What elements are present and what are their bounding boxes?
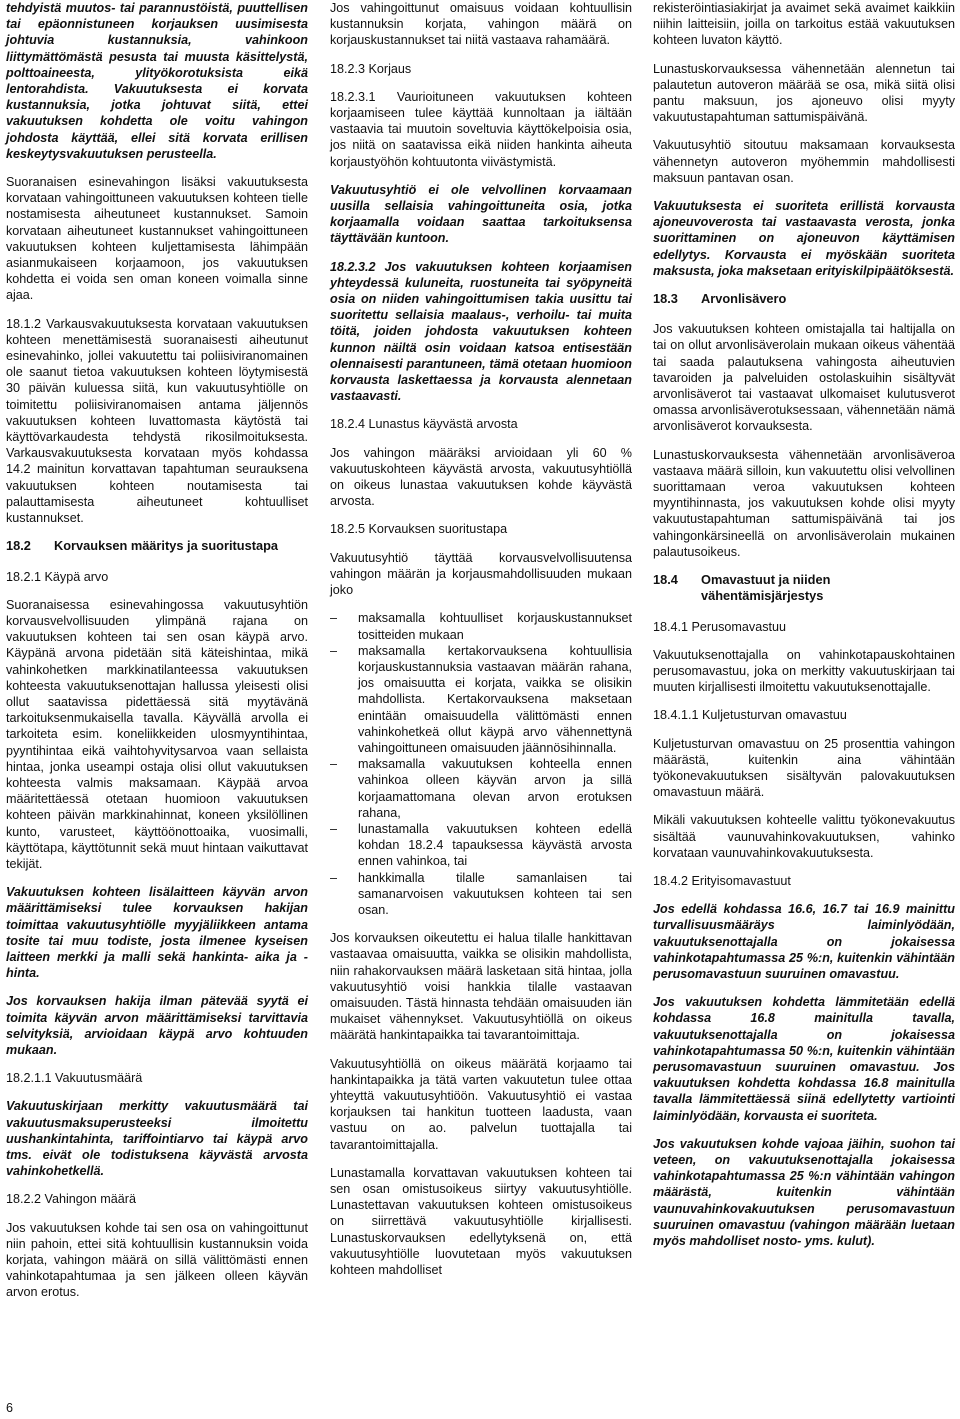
text-column-2 <box>330 0 632 1290</box>
subsection-title: 18.2.1 Käypä arvo <box>6 569 109 584</box>
paragraph: Vakuutusyhtiö täyttää korvausvelvollisuutensa vahingon määrän ja korjausmahdollisuuden mukaan joko <box>330 550 632 598</box>
paragraph: Vakuutusyhtiö sitoutuu maksamaan korvauksesta vähennetyn autoveron myöhemmin mahdollisesti maksuun pantavan osan. <box>653 138 955 185</box>
paragraph: Vakuutusyhtiöllä on oikeus määrätä korjaamo tai hankintapaikka ja tätä varten vakuutetun tulee ottaa yhteyttä vakuutusyhtiöön. Vakuutusyhtiö ei vastaa korjauksen tai hankitun tuotteen laadusta, vaan vastuu on ao. palvelun tuottajalla tai tavarantoimittajalla. <box>330 1056 632 1152</box>
paragraph: Suoranaisen esinevahingon lisäksi vakuutuksesta korvataan vahingoittuneen vakuutuksen kohteen tielle nostamisesta aiheutuneet kustannukset. Samoin korvataan aiheutuneet kustannukset vahingoittuneen vakuutuksen kohteen kuljettamisesta lähimpään asianmukaiseen korjaamoon, jos vakuutuksen kohdetta ei voida sen oman koneen voimalla sinne ajaa. <box>6 175 308 303</box>
paragraph: Suoranaisessa esinevahingossa vakuutusyhtiön korvausvelvollisuuden ylimpänä rajana on vakuutuksen kohteen tai sen osan käypä arvo. Käypänä arvona pidetään sitä käteishintaa, mikä vahinkohetken markkinatilanteessa vakuutuksen kohteesta vakuutuksenottajan hallussa yleisesti olisi ollut saatavissa pidettäessä sitä myytävänä tarkoituksenmukaisella tavalla. Käyvällä arvolla ei tarkoiteta esim. koneliikkeiden ulosmyyntihintaa, pyyntihintaa eikä vaihtohyvitysarvoa vaan sellaista hintaa, jonka useampi ostaja olisi ollut vakuutuksen kohteesta valmis maksamaan. Käypää arvoa määritettäessä otetaan huomioon vakuutuksen kohteen päivän markkinahinnat, koneen yksilöllinen kunto, varusteet, käyttöönottoaika, vuosimalli, käyttötapa, käyttötunnit sekä muut hintaan vaikuttavat tekijät. <box>6 597 308 871</box>
text-column-1 <box>6 0 308 1313</box>
paragraph: Jos vakuutuksen kohteen omistajalla tai haltijalla on tai on ollut arvonlisäverolain mukaan oikeus vähentää tai saada palautuksena vahingosta aiheutuvien tavaroiden ja palveluiden ostolaskuihin sisältyvät arvonlisäverot tai vastaavat ulkomaiset kulutusverot omassa arvonlisäverotuksessaan, vähennetään nämä arvonlisäverot korvauksesta. <box>653 322 955 434</box>
list-item: – maksamalla kertakorvauksena kohtuullisia korjauskustannuksia vastaavan määrän rahana, jos omaisuutta ei korjata, vaikka se olisikin mahdollista. Kertakorvauksena maksetaan enintään omaisuudella välittömästi ennen vahinkohetkeä ollut käypä arvo vähennettynä vahingoittuneen omaisuuden jäännösihinnalla. <box>330 643 632 756</box>
emphasized-paragraph: Jos korvauksen hakija ilman pätevää syytä ei toimita käyvän arvon määrittämiseksi tarvittavia selvityksiä, arvioidaan käypä arvo kohtuuden mukaan. <box>6 994 308 1057</box>
section-title: Omavastuut ja niiden vähentämisjärjestys <box>701 572 831 604</box>
paragraph: 18.1.2 Varkausvakuutuksesta korvataan vakuutuksen kohteen menettämisestä suoranaisesti aiheutunut esinevahinko, jollei vakuutettu tai poliisiviranomainen ole saanut tietoa vakuutuksen kohteen löytymisestä 30 päivän kuluessa siitä, kun vakuutusyhtiölle on toimitettu poliisiviranomaisen antama jäljennös vakuutuksen kohteen luvattomasta käytöstä tai käyttövarkaudesta tehdystä rikosilmoituksesta. Varkausvakuutuksesta korvataan myös kohdassa 14.2 mainitun korvattavan tapahtuman seurauksena vakuutuksen kohteen noutamisesta tai palauttamisesta aiheutuneet kohtuulliset kustannukset. <box>6 316 308 526</box>
paragraph: 18.2.3.1 Vaurioituneen vakuutuksen kohteen korjaamiseen tulee käyttää kunnoltaan ja iältään vastaavia tai muutoin soveltuvia käyttökelpoisia osia, jos niitä on saatavissa eikä niiden hankinta aiheuta korjaustyöhön kohtuutonta viivästymistä. <box>330 89 632 169</box>
section-heading <box>653 572 955 604</box>
subsection-title: 18.4.1.1 Kuljetusturvan omavastuu <box>653 708 847 723</box>
emphasized-paragraph: Vakuutuksen kohteen lisälaitteen käyvän arvon määrittämiseksi tulee korvauksen hakijan toimittaa vakuutusyhtiölle myyjäliikkeen antama tosite tai muu todiste, josta ilmenee kyseisen laitteen merkki ja malli sekä hankinta- aika ja -hinta. <box>6 885 308 981</box>
paragraph: Vakuutuksenottajalla on vahinkotapauskohtainen perusomavastuu, joka on merkitty vakuutuskirjaan tai muuten kirjallisesti ilmoitettu vakuutuksenottajalle. <box>653 647 955 695</box>
paragraph: rekisteröintiasiakirjat ja avaimet sekä avaimet kaikkiin niihin laitteisiin, joilla on tarkoitus estää vakuutuksen kohteen luvaton käyttö. <box>653 1 955 48</box>
paragraph: Kuljetusturvan omavastuu on 25 prosenttia vahingon määrästä, kuitenkin aina vähintään työkonevakuutuksen sisältyvän palovakuutuksen omavastuun määrä. <box>653 736 955 800</box>
emphasized-paragraph: Jos edellä kohdassa 16.6, 16.7 tai 16.9 mainittu turvallisuusmääräys laiminlyödään, vakuutuksenottajalla on jokaisessa vahinkotapahtumassa 25 %:n, kuitenkin vähintään perusomavastuun suuruinen omavastuu. <box>653 902 955 981</box>
paragraph: Mikäli vakuutuksen kohteelle valittu työkonevakuutus sisältää vaunuvahinkovakuutuksen, vahinko korvataan vaunuvahinkovakuutuksesta. <box>653 813 955 860</box>
subsection-title: 18.2.2 Vahingon määrä <box>6 1192 136 1207</box>
section-title: Arvonlisävero <box>701 291 787 307</box>
dash-list <box>330 610 632 918</box>
list-item: – maksamalla vakuutuksen kohteella ennen vahinkoa olleen käyvän arvon ja sillä korjaamattomana olevan arvon erotuksen rahana, <box>330 756 632 821</box>
emphasized-paragraph: Vakuutuskirjaan merkitty vakuutusmäärä tai vakuutusmaksuperusteeksi ilmoitettu uushankintahinta, tariffointiarvo tai käypä arvo tms. eivät ole todistuksena käyvästä arvosta vahinkohetkellä. <box>6 1099 308 1179</box>
emphasized-paragraph: Vakuutuksesta ei suoriteta erillistä korvausta ajoneuvoverosta tai vastaavasta verosta, jonka suorittaminen on ajoneuvon käyttämisen edellytys. Korvausta ei myöskään suoriteta maksusta, joka maksetaan erityiskilpipäätöksestä. <box>653 199 955 278</box>
subsection-title: 18.2.1.1 Vakuutusmäärä <box>6 1071 143 1086</box>
section-title: Korvauksen määritys ja suoritustapa <box>54 538 279 554</box>
paragraph: Lunastamalla korvattavan vakuutuksen kohteen tai sen osan omistusoikeus siirtyy vakuutusyhtiölle. Lunastettavan vakuutuksen kohteen omistusoikeus on siirrettävä vakuutusyhtiölle kirjallisesti. Lunastuskorvauksen edellytyksenä on, että vakuutusyhtiölle luovutetaan myös vakuutuksen kohteen mahdolliset <box>330 1165 632 1278</box>
paragraph: Lunastuskorvauksesta vähennetään arvonlisäveroa vastaava määrä silloin, kun vakuutettu olisi velvollinen suorittamaan veroa vakuutuksen kohteen myyntihinnasta, jos vakuutuksen kohde olisi myyty vakuutustapahtuman sattumispäivänä tai jos vahingonkärsineellä on arvonlisäverolain mukainen palautusoikeus. <box>653 447 955 559</box>
paragraph: Jos vakuutuksen kohde tai sen osa on vahingoittunut niin pahoin, ettei sitä kohtuullisin kustannuksin voida korjata, vahingon määrä on sillä välittömästi ennen vahinkotapahtumaa ja sen jälkeen olleen käyvän arvon erotus. <box>6 1220 308 1300</box>
subsection-title: 18.4.2 Erityisomavastuut <box>653 873 791 888</box>
paragraph: Jos vahingoittunut omaisuus voidaan kohtuullisin kustannuksin korjata, vahingon määrä on korjauskustannukset tai niitä vastaava rahamäärä. <box>330 1 632 48</box>
list-item: – hankkimalla tilalle samanlaisen tai samanarvoisen vakuutuksen kohteen tai sen osan. <box>330 870 632 919</box>
emphasized-paragraph: Vakuutusyhtiö ei ole velvollinen korvaamaan uusilla sellaisia vahingoittuneita osia, jotka korjaamalla voidaan saattaa tarkoituksensa täyttävään kuntoon. <box>330 182 632 246</box>
list-item: – lunastamalla vakuutuksen kohteen edellä kohdan 18.2.4 tapauksessa käyvästä arvosta ennen vahinkoa, tai <box>330 821 632 870</box>
subsection-title: 18.4.1 Perusomavastuu <box>653 619 787 634</box>
emphasized-paragraph: 18.2.3.2 Jos vakuutuksen kohteen korjaamisen yhteydessä kuluneita, ruostuneita tai syöpyneitä osia on niiden vahingoittumisen takia uusittu tai suoritettu sellaisia maalaus-, verhoilu- tai muita töitä, joiden johdosta vakuutuksen kohteen kunnon näiltä osin voidaan katsoa entisestään olennaisesti parantuneen, tämä otetaan huomioon korvausta laskettaessa ja korvausta alennetaan vastaavasti. <box>330 259 632 404</box>
paragraph: Jos korvauksen oikeutettu ei halua tilalle hankittavan vastaavaa omaisuutta, vaikka se olisikin mahdollista, niin rahakorvauksen määrä lasketaan sitä hintaa, jolla vakuutusyhtiö voisi hankkia tilalle vastaavan omaisuuden. Tästä hinnasta tehdään omaisuuden iän mukaiset vähennykset. Vakuutusyhtiöllä on oikeus määrätä hankintapaikka tai tavarantoimittaja. <box>330 931 632 1043</box>
section-number: 18.3 <box>653 291 678 307</box>
section-number: 18.2 <box>6 538 31 554</box>
paragraph: Lunastuskorvauksessa vähennetään alennetun tai palautetun autoveron määrää se osa, mikä siitä olisi pantu maksuun, jos ajoneuvo olisi myyty vakuutustapahtuman sattumispäivänä. <box>653 61 955 125</box>
emphasized-paragraph: tehdyistä muutos- tai parannustöistä, puuttellisen tai epäonnistuneen korjauksen uusimisesta johtuvia kustannuksia, vahinkoon liittymättömästä pesusta tai muusta käsittelystä, polttoaineesta, ylityökorotuksista eikä lentorahdista. Vakuutuksesta ei korvata kustannuksia, jotka johtuvat siitä, ettei vakuutuksen kohdetta ole voitu vahingon johdosta käyttää, ellei sitä korvata erillisen keskeytysvakuutuksen perusteella. <box>6 1 308 161</box>
section-heading <box>6 538 308 554</box>
subsection-title: 18.2.5 Korvauksen suoritustapa <box>330 522 508 537</box>
emphasized-paragraph: Jos vakuutuksen kohdetta lämmitetään edellä kohdassa 16.8 mainitulla tavalla, vakuutuksenottajalla on jokaisessa vahinkotapahtumassa 50 %:n, kuitenkin vähintään perusomavastuun suuruinen omavastuu. Jos vakuutuksen kohdetta kohdassa 16.8 mainitulla tavalla lämmitettäessä siinä edellytetty vartiointi laiminlyödään, korvausta ei suoriteta. <box>653 995 955 1123</box>
subsection-title: 18.2.3 Korjaus <box>330 61 412 76</box>
page-number: 6 <box>6 1401 14 1415</box>
paragraph: Jos vahingon määräksi arvioidaan yli 60 % vakuutuskohteen käyvästä arvosta, vakuutusyhtiöllä on oikeus lunastaa vakuutuksen kohde käyvästä arvosta. <box>330 445 632 509</box>
text-column-3 <box>653 0 955 1261</box>
section-heading <box>653 291 955 307</box>
subsection-title: 18.2.4 Lunastus käyvästä arvosta <box>330 417 518 432</box>
emphasized-paragraph: Jos vakuutuksen kohde vajoaa jäihin, suohon tai veteen, on vakuutuksenottajalla jokaisessa vahinkotapahtumassa 25 %:n vähintään vahingon määrästä, kuitenkin vähintään vaunuvahinkovakuutuksen perusomavastuun suuruinen omavastuu (vahingon määrään luetaan myös mahdolliset nosto- yms. kulut). <box>653 1136 955 1248</box>
list-item: – maksamalla kohtuulliset korjauskustannukset tositteiden mukaan <box>330 610 632 642</box>
section-number: 18.4 <box>653 572 678 588</box>
